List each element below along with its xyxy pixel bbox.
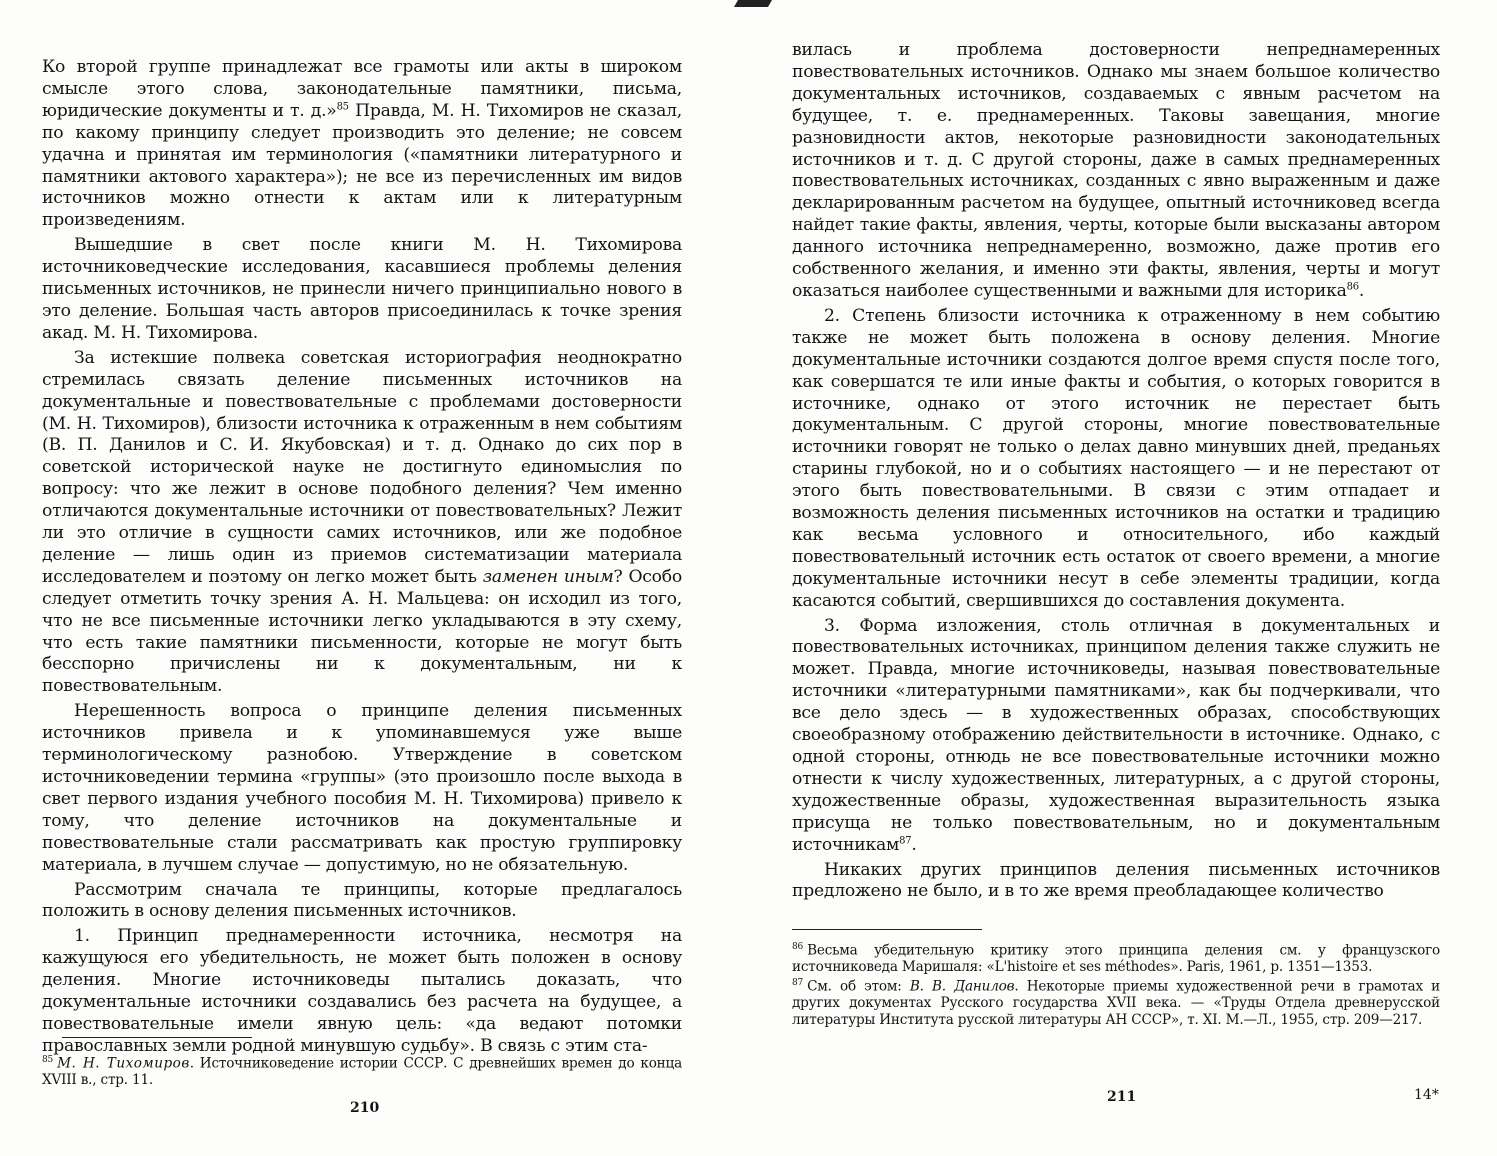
- footnote-number: 85: [42, 1055, 54, 1065]
- paragraph-text: Правда, М. Н. Тихомиров не сказал, по какому принципу следует производить это деление; не совсем удачна и принятая им терминология («памятники литературного и памятники актового характера»); не все из перечисленных им видов источников можно отнести к актам или к литературным произведениям.: [42, 100, 682, 231]
- paragraph: Нерешенность вопроса о принципе деления письменных источников привела и к упоминавшемуся уже выше терминологическому разнобою. Утверждение в советском источниковедении термина «группы» (это произошло после выхода в свет первого издания учебного пособия М. Н. Тихомирова) привело к тому, что деление источников на документальные и повествовательные стали рассматривать как простую группировку материала, в лучшем случае — допустимую, но не обязательную.: [42, 701, 682, 875]
- paragraph: вилась и проблема достоверности непреднамеренных повествовательных источников. Однако мы знаем большое количество документальных источников, создаваемых с явным расчетом на будущее, т. е. преднамеренных. Таковы завещания, многие разновидности актов, некоторые разновидности законодательных источников и т. д. С другой стороны, даже в самых преднамеренных повествовательных источниках, созданных с явно выраженным и даже декларированным расчетом на будущее, опытный источниковед всегда найдет такие факты, явления, черты, которые были высказаны автором данного источника непреднамеренно, возможно, даже против его собственного желания, и именно эти факты, явления, черты и могут оказаться наиболее существенными и важными для историка$^{86}$.: [792, 40, 1440, 301]
- footnote-text: См. об этом:: [807, 978, 910, 995]
- footnote-text: . Источниковедение истории СССР. С древнейших времен до конца XVIII в., стр. 11.: [42, 1055, 682, 1088]
- footnote-rule: [62, 1037, 252, 1038]
- paragraph-text: 3. Форма изложения, столь отличная в документальных и повествовательных источниках, принципом деления также служить не может. Правда, многие источниковеды, называя повествовательные источники «литературными памятниками», как бы подчеркивали, что все дело здесь — в художественных образах, способствующих своеобразному отображению действительности в источнике. Однако, с одной стороны, отнюдь не все повествовательные источники можно отнести к числу художественных, литературных, а с другой стороны, художественные образы, художественная выразительность языка присуща не только повествовательным, но и документальным источникам: [792, 615, 1440, 855]
- footnote: [42, 1052, 682, 1088]
- emphasis: заменен иным: [482, 566, 614, 587]
- footnote: [792, 975, 1440, 1028]
- footnote-text: . Некоторые приемы художественной речи в грамотах и других документах Русского государства XVII века. — «Труды Отдела древнерусской литературы Института русской литературы АН СССР», т. XI. М.—Л., 1955, стр. 209—217.: [792, 978, 1440, 1028]
- footnote-author: М. Н. Тихомиров: [57, 1055, 190, 1072]
- footnote-ref: 87: [899, 834, 912, 846]
- footnote: [792, 939, 1440, 975]
- footnotes: [42, 1052, 682, 1088]
- paragraph: Рассмотрим сначала те принципы, которые предлагалось положить в основу деления письменных источников.: [42, 879, 682, 922]
- footnote-number: 87: [792, 978, 804, 989]
- paragraph: 1. Принцип преднамеренности источника, несмотря на кажущуюся его убедительность, не может быть положен в основу деления. Многие источниковеды пытались доказать, что документальные источники создавались без расчета на будущее, а повествовательные имели явную цель: «да ведают потомки православных земли родной минувшую судьбу». В связь с этим ста-: [42, 926, 682, 1056]
- paragraph-text: ? Особо следует отметить точку зрения А. Н. Мальцева: он исходил из того, что не все письменные источники легко укладываются в эту схему, что есть такие памятники письменности, которые не могут быть бесспорно причислены ни к документальным, ни к повествовательным.: [42, 566, 682, 697]
- footnote-ref: 85: [336, 101, 349, 113]
- paragraph: 3. Форма изложения, столь отличная в документальных и повествовательных источниках, принципом деления также служить не может. Правда, многие источниковеды, называя повествовательные источники «литературными памятниками», как бы подчеркивали, что все дело здесь — в художественных образах, способствующих своеобразному отображению действительности в источнике. Однако, с одной стороны, отнюдь не все повествовательные источники можно отнести к числу художественных, литературных, а с другой стороны, художественные образы, художественная выразительность языка присуща не только повествовательным, но и документальным источникам$^{87}$.: [792, 615, 1440, 855]
- footnotes: [792, 939, 1440, 1028]
- footnote-ref: 86: [1346, 281, 1359, 293]
- footnote-author: В. В. Данилов: [909, 978, 1015, 995]
- footnote-text: Весьма убедительную критику этого принципа деления см. у французского источниковеда Маришаля: «L'histoire et ses méthodes». Paris, 1961, p. 1351—1353.: [792, 942, 1440, 975]
- signature-mark: 14*: [1414, 1087, 1439, 1103]
- paragraph: [42, 348, 682, 699]
- paragraph: Никаких других принципов деления письменных источников предложено не было, и в то же время преобладающее количество: [792, 859, 1440, 902]
- footnote-rule: [792, 929, 982, 930]
- paragraph: 2. Степень близости источника к отраженному в нем событию также не может быть положена в основу деления. Многие документальные источники создаются долгое время спустя после того, как совершатся те или иные факты и события, о которых говорится в источнике, однако от этого источник не перестает быть документальным. С другой стороны, многие повествовательные источники говорят не только о делах давно минувших дней, преданьях старины глубокой, но и о событиях настоящего — и не перестают от этого быть повествовательными. В связи с этим отпадает и возможность деления письменных источников на остатки и традицию как весьма условного и относительного, ибо каждый повествовательный источник есть остаток от своего времени, а многие документальные источники несут в себе элементы традиции, когда касаются событий, свершившихся до составления документа.: [792, 305, 1440, 611]
- paragraph: Вышедшие в свет после книги М. Н. Тихомирова источниковедческие исследования, касавшиеся проблемы деления письменных источников, не принесли ничего принципиально нового в это деление. Большая часть авторов присоединилась к точке зрения акад. М. Н. Тихомирова.: [42, 235, 682, 343]
- right-body-text: [792, 40, 1440, 903]
- paragraph-text: вилась и проблема достоверности непреднамеренных повествовательных источников. Однако мы знаем большое количество документальных источников, создаваемых с явным расчетом на будущее, т. е. преднамеренных. Таковы завещания, многие разновидности актов, некоторые разновидности законодательных источников и т. д. С другой стороны, даже в самых преднамеренных повествовательных источниках, созданных с явно выраженным и даже декларированным расчетом на будущее, опытный источниковед всегда найдет такие факты, явления, черты, которые были высказаны автором данного источника непреднамеренно, возможно, даже против его собственного желания, и именно эти факты, явления, черты и могут оказаться наиболее существенными и важными для историка: [792, 40, 1440, 301]
- page-number: 211: [1107, 1089, 1137, 1105]
- paragraph-text: За истекшие полвека советская историография неоднократно стремилась связать деление письменных источников на документальные и повествовательные с проблемами достоверности (М. Н. Тихомиров), близости источника к отраженным в нем событиям (В. П. Данилов и С. И. Якубовская) и т. д. Однако до сих пор в советской исторической науке не достигнуто единомыслия по вопросу: что же лежит в основе подобного деления? Чем именно отличаются документальные источники от повествовательных? Лежит ли это отличие в сущности самих источников, или же подобное деление — лишь один из приемов систематизации материала исследователем и поэтому он легко может быть: [42, 347, 682, 587]
- paragraph-text: Ко второй группе принадлежат все грамоты или акты в широком смысле этого слова, законодательные памятники, письма, юридические документы и т. д.»: [42, 57, 682, 121]
- scan-mark: [734, 0, 772, 7]
- page-number: 210: [350, 1100, 380, 1116]
- footnote-number: 86: [792, 942, 804, 952]
- paragraph: [42, 57, 682, 232]
- left-body-text: [42, 57, 682, 1058]
